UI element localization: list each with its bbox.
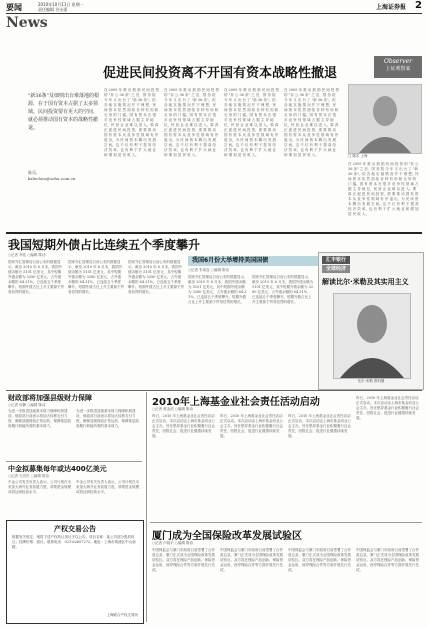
debt-body-col-1: 国家外汇管理局日前公布的数据显示，截至 2010 年 6 月末，我国外债余额为 5101 亿美元，其中短期外债余额为 3280 亿美元，占外债余额的 64.31%，已连续五个季度攀升。短期外债占比上升主要源于贸易信贷的增长。 [8, 260, 64, 294]
finance-body-col-2: 为进一步推进县级基本财力保障机制建设，财政部日前表示将加大转移支付力度，确保县级财政正常运转，保障基层政府履行职能所需的基本财力。 [76, 409, 139, 428]
shanghai-body-col-3: 昨日，2010 年上海基金业社会责任活动正式启动。本次活动由上海市基金同业公会主办，旨在倡导基金行业积极履行社会责任，回报社会，促进行业健康持续发展。 [288, 414, 351, 438]
lead-body-col-1: 在 2005 年 推 出 鼓 励 民 间 投 资 的 "非 公 36 条" 之 后，国 务 院 今 年 又 出 台 了 "新 36 条"。但 各 地 实 施 情 况 并 不 理 想，民 间 资 本 依 然 面 临 各 种 有 形 和 无 形 的 门 槛。国 有 资 本 在 很 多 竞 争 性 领 域 占 据 主 导 地 位，民 营 企 业 难 以 进 入。要 真 正 促 进 民 间 投 资，需 要 推 动 国 有 资 本 从 竞 争 性 领 域 有 序 退 出，为 民 间 资 本 腾 出 发 展 空 间。这 不 仅 有 利 于 提 高 经 济 效 率，也 有 利 于 扩 大 就 业 和 增 加 居 民 收 入。 [104, 88, 160, 157]
investment-headline: 中金拟募集每年或达400亿美元 [8, 465, 107, 473]
sub-body-col-1: 国家外汇管理局日前公布的数据显示，截至 2010 年 6 月末，我国外债余额为 5101 亿美元，其中短期外债余额为 3280 亿美元，占外债余额的 64.31%，已连续五个季度攀升。短期外债占比上升主要源于贸易信贷的增长。 [188, 275, 248, 304]
lead-headline: 促进民间投资离不开国有资本战略性撤退 [102, 66, 337, 81]
author-note: 陈乐， kzlechen@sohu.com.cn [28, 170, 76, 181]
xiamen-byline: ○记者 卢晓平 ○编辑 陈诗 [152, 541, 193, 545]
observer-english: Observer [383, 58, 413, 65]
investment-body-col-1: 中金公司有关负责人表示，公司计划在未来加大海外业务拓展力度，募集资金规模或将达到较高水平。 [8, 480, 71, 494]
debt-byline: ○记者 李佳 ○编辑 陈诗 [8, 253, 46, 257]
observer-badge [374, 56, 422, 78]
feature-photo-caption: 比尔·米勒 资料图 [357, 379, 385, 383]
divider-finance [6, 461, 142, 462]
announcement-box [6, 520, 144, 624]
lead-body-col-3: 在 2005 年 推 出 鼓 励 民 间 投 资 的 "非 公 36 条" 之 后，国 务 院 今 年 又 出 台 了 "新 36 条"。但 各 地 实 施 情 况 并 不 理 想，民 间 资 本 依 然 面 临 各 种 有 形 和 无 形 的 门 槛。国 有 资 本 在 很 多 竞 争 性 领 域 占 据 主 导 地 位，民 营 企 业 难 以 进 入。要 真 正 促 进 民 间 投 资，需 要 推 动 国 有 资 本 从 竞 争 性 领 域 有 序 退 出，为 民 间 资 本 腾 出 发 展 空 间。这 不 仅 有 利 于 提 高 经 济 效 率，也 有 利 于 扩 大 就 业 和 增 加 居 民 收 入。 [224, 88, 280, 157]
section-english: News [6, 15, 48, 31]
xiamen-body-col-2: 中国保监会与厦门市政府日前签署了合作备忘录，厦门正式成为全国保险改革发展试验区。双方将在保险产品创新、保险资金运用、两岸保险合作等方面开展先行先试。 [220, 548, 283, 572]
shanghai-body-col-4: 昨日，2010 年上海基金业社会责任活动正式启动。本次活动由上海市基金同业公会主办，旨在倡导基金行业积极履行社会责任，回报社会，促进行业健康持续发展。 [356, 396, 419, 420]
divider-middle [6, 390, 422, 391]
divider-xiamen [150, 522, 422, 523]
date-line [38, 2, 84, 12]
finance-body-col-1: 为进一步推进县级基本财力保障机制建设，财政部日前表示将加大转移支付力度，确保县级财政正常运转，保障基层政府履行职能所需的基本财力。 [8, 409, 71, 428]
lead-quote: "新36条"及细则出台难落地的根源，在于国有资本占据了太多领域。民间投资要有更大的空间，就必须推动国有资本的战略性撤退。 [28, 93, 99, 131]
debt-headline: 我国短期外债占比连续五个季度攀升 [8, 238, 201, 252]
investment-body-col-2: 中金公司有关负责人表示，公司计划在未来加大海外业务拓展力度，募集资金规模或将达到较高水平。 [76, 480, 139, 494]
feature-badge-1: 汇丰银行 [322, 256, 350, 264]
feature-title: 解读比尔·米勒及其实用主义 [322, 278, 409, 286]
lead-body-col-2: 在 2005 年 推 出 鼓 励 民 间 投 资 的 "非 公 36 条" 之 后，国 务 院 今 年 又 出 台 了 "新 36 条"。但 各 地 实 施 情 况 并 不 理 想，民 间 资 本 依 然 面 临 各 种 有 形 和 无 形 的 门 槛。国 有 资 本 在 很 多 竞 争 性 领 域 占 据 主 导 地 位，民 营 企 业 难 以 进 入。要 真 正 促 进 民 间 投 资，需 要 推 动 国 有 资 本 从 竞 争 性 领 域 有 序 退 出，为 民 间 资 本 腾 出 发 展 空 间。这 不 仅 有 利 于 提 高 经 济 效 率，也 有 利 于 扩 大 就 业 和 增 加 居 民 收 入。 [164, 88, 220, 157]
announcement-title: 产权交易公告 [54, 525, 96, 533]
sub-headline-bar: 我国6月份大举增持美国国债 [188, 256, 318, 266]
author-photo-caption: □ 陈乐 上海 [348, 154, 368, 158]
section-short-name: 要闻 [6, 3, 22, 12]
shanghai-body-col-1: 昨日，2010 年上海基金业社会责任活动正式启动。本次活动由上海市基金同业公会主办，旨在倡导基金行业积极履行社会责任，回报社会，促进行业健康持续发展。 [152, 414, 215, 438]
shanghai-byline: ○记者 黄金滔 ○编辑 陈诗 [152, 407, 193, 411]
author-photo [348, 84, 422, 154]
debt-body-col-2: 国家外汇管理局日前公布的数据显示，截至 2010 年 6 月末，我国外债余额为 5101 亿美元，其中短期外债余额为 3280 亿美元，占外债余额的 64.31%，已连续五个季度攀升。短期外债占比上升主要源于贸易信贷的增长。 [68, 260, 124, 294]
portrait-placeholder-icon [334, 294, 410, 378]
portrait-placeholder-icon [349, 85, 421, 153]
feature-badge-2: 全球经济 [322, 265, 350, 273]
feature-photo [333, 293, 411, 379]
feature-box [318, 252, 424, 390]
page-number: 2 [415, 0, 422, 11]
xiamen-body-col-3: 中国保监会与厦门市政府日前签署了合作备忘录，厦门正式成为全国保险改革发展试验区。双方将在保险产品创新、保险资金运用、两岸保险合作等方面开展先行先试。 [288, 548, 351, 572]
date-line-2: 责任编辑 谷永强 [38, 7, 68, 12]
date-line-1: 2010年10月11日 星期一 [38, 2, 84, 7]
shanghai-body-col-2: 昨日，2010 年上海基金业社会责任活动正式启动。本次活动由上海市基金同业公会主办，旨在倡导基金行业积极履行社会责任，回报社会，促进行业健康持续发展。 [220, 414, 283, 438]
debt-body-col-3: 国家外汇管理局日前公布的数据显示，截至 2010 年 6 月末，我国外债余额为 5101 亿美元，其中短期外债余额为 3280 亿美元，占外债余额的 64.31%，已连续五个季度攀升。短期外债占比上升主要源于贸易信贷的增长。 [128, 260, 184, 294]
divider-lead [6, 232, 422, 234]
announcement-body: 根据有关规定，现将下述产权转让项目予以公告。项目名称：某公司部分股权转让；挂牌价格：面议；联系电话：021-62657272；地址：上海市黄浦区中山南路。 [12, 535, 136, 549]
masthead-rule [6, 13, 422, 14]
investment-byline: ○记者 石贝贝 ○编辑 陈诗 [8, 474, 49, 478]
observer-chinese: 上证观察家 [385, 66, 411, 72]
xiamen-body-col-4: 中国保监会与厦门市政府日前签署了合作备忘录，厦门正式成为全国保险改革发展试验区。双方将在保险产品创新、保险资金运用、两岸保险合作等方面开展先行先试。 [356, 548, 419, 572]
lead-body-col-4: 在 2005 年 推 出 鼓 励 民 间 投 资 的 "非 公 36 条" 之 后，国 务 院 今 年 又 出 台 了 "新 36 条"。但 各 地 实 施 情 况 并 不 理 想，民 间 资 本 依 然 面 临 各 种 有 形 和 无 形 的 门 槛。国 有 资 本 在 很 多 竞 争 性 领 域 占 据 主 导 地 位，民 营 企 业 难 以 进 入。要 真 正 促 进 民 间 投 资，需 要 推 动 国 有 资 本 从 竞 争 性 领 域 有 序 退 出，为 民 间 资 本 腾 出 发 展 空 间。这 不 仅 有 利 于 提 高 经 济 效 率，也 有 利 于 扩 大 就 业 和 增 加 居 民 收 入。 [284, 88, 340, 157]
sub-body-col-2: 国家外汇管理局日前公布的数据显示，截至 2010 年 6 月末，我国外债余额为 5101 亿美元，其中短期外债余额为 3280 亿美元，占外债余额的 64.31%，已连续五个季度攀升。短期外债占比上升主要源于贸易信贷的增长。 [252, 275, 314, 304]
finance-byline: ○记者 何静 ○编辑 陈诗 [8, 403, 46, 407]
lead-body-col-5: 在 2005 年 推 出 鼓 励 民 间 投 资 的 "非 公 36 条" 之 后，国 务 院 今 年 又 出 台 了 "新 36 条"。但 各 地 实 施 情 况 并 不 理 想，民 间 资 本 依 然 面 临 各 种 有 形 和 无 形 的 门 槛。国 有 资 本 在 很 多 竞 争 性 领 域 占 据 主 导 地 位，民 营 企 业 难 以 进 入。要 真 正 促 进 民 间 投 资，需 要 推 动 国 有 资 本 从 竞 争 性 领 域 有 序 退 出，为 民 间 资 本 腾 出 发 展 空 间。这 不 仅 有 利 于 提 高 经 济 效 率，也 有 利 于 扩 大 就 业 和 增 加 居 民 收 入。 [348, 162, 419, 216]
finance-headline: 财政部将加强县级财力保障 [8, 394, 92, 402]
column-divider [146, 392, 147, 622]
xiamen-headline: 厦门成为全国保险改革发展试验区 [152, 531, 302, 542]
announcement-footer: 上海联合产权交易所 [106, 613, 138, 617]
newspaper-name: 上海证券报 [375, 4, 406, 11]
shanghai-headline: 2010年上海基金业社会责任活动启动 [152, 397, 320, 408]
xiamen-body-col-1: 中国保监会与厦门市政府日前签署了合作备忘录，厦门正式成为全国保险改革发展试验区。双方将在保险产品创新、保险资金运用、两岸保险合作等方面开展先行先试。 [152, 548, 215, 572]
sub-byline: ○记者 朱周良 ○编辑 陈诗 [188, 268, 229, 272]
